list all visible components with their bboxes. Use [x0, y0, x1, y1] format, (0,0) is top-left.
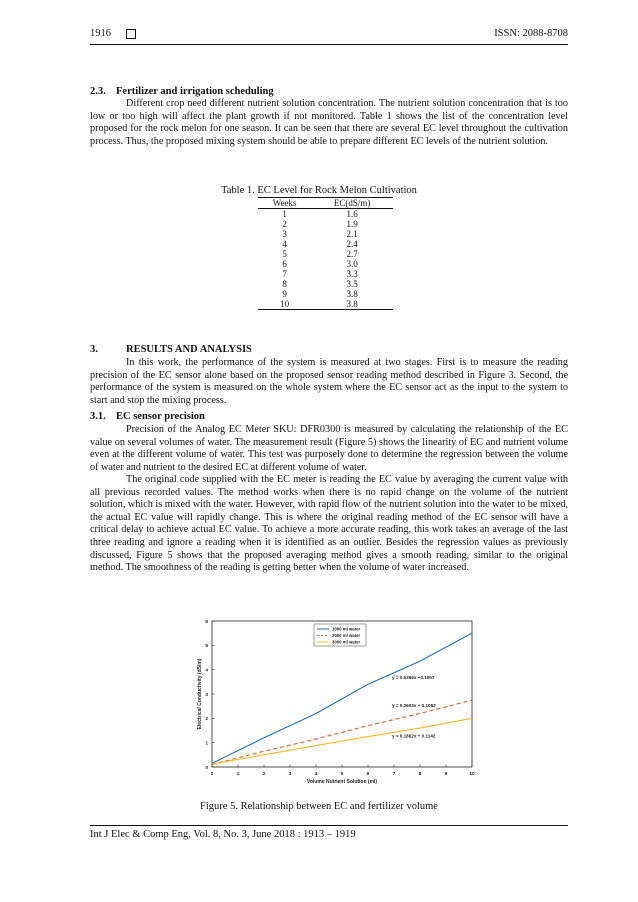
footer-rule — [90, 825, 568, 826]
table-row: 3 2.1 — [282, 229, 358, 239]
series-line-2 — [212, 700, 472, 764]
legend-label: 1000 ml water — [332, 626, 361, 632]
x-tick-label: 4 — [314, 772, 318, 777]
section-3-number: 3. — [90, 344, 98, 355]
regression-equation: y = 0.2603x + 0.1052 — [392, 702, 436, 708]
regression-equation: y = 0.1862x + 0.1142 — [392, 733, 436, 739]
x-tick-label: 8 — [418, 772, 422, 777]
x-tick-label: 6 — [366, 772, 370, 777]
x-tick-label: 10 — [469, 772, 475, 777]
footer-citation: Int J Elec & Comp Eng, Vol. 8, No. 3, June 2018 : 1913 – 1919 — [90, 829, 356, 840]
section-3-title: RESULTS AND ANALYSIS — [126, 344, 252, 355]
section-3-1-paragraph-2: The original code supplied with the EC meter is reading the EC value by averaging the current value with all previous recorded values. The method works when there is no rapid change on the volume of the nutrient solution, which is mixed with the water. However, with rapid flow of the nutrient solution into the water to be mixed, the actual EC value will rapidly change. This is where the original reading method of the EC sensor will have a critical delay to achieve actual EC value. To achieve a more accurate reading, this work takes an average of the last three reading and ignore a reading when it is identified as an outlier. Besides the regression values as previously discussed, Figure 5 shows that the proposed averaging method gives a smooth reading, similar to the original method. The smoothness of the reading is getting better when the volume of water increased. — [90, 474, 568, 574]
x-tick-label: 0 — [210, 772, 214, 777]
x-tick-label: 5 — [340, 772, 344, 777]
y-axis-label: Electrical Conductivity (dS/m) — [197, 658, 203, 730]
section-3-paragraph: In this work, the performance of the system is measured at two stages. First is to measure the reading precision of the EC sensor alone based on the proposed sensor reading method described in Figure 3. Second, the performance of the system is measured on the whole system where the EC sensor act as the input to the system to start and stop the mixing process. — [90, 357, 568, 406]
series-line-1 — [212, 633, 472, 763]
section-3-1-number: 3.1. — [90, 411, 106, 422]
table-row: 6 3.0 — [282, 259, 358, 269]
table-caption: Table 1. EC Level for Rock Melon Cultivation — [221, 185, 417, 196]
table-header-ec: EC(dS/m) — [311, 198, 393, 209]
x-tick-label: 1 — [236, 772, 240, 777]
regression-equation: y = 0.5369x +0.1057 — [392, 674, 435, 680]
table-header-weeks: Weeks — [258, 198, 311, 209]
section-3-1-paragraph-1: Precision of the Analog EC Meter SKU: DFR0300 is measured by calculating the relationship of the EC value on several volumes of water. The measurement result (Figure 5) shows the linearity of EC and nutrient volume even at the different volume of water. This test was purposely done to determine the regression between the volume of water and nutrient to the desired EC at different volume of water. — [90, 424, 568, 473]
series-line-3 — [212, 718, 472, 764]
table-row: 4 2.4 — [282, 239, 358, 249]
y-tick-label: 0 — [205, 765, 208, 771]
issn: ISSN: 2088-8708 — [494, 28, 568, 39]
x-tick-label: 7 — [392, 772, 396, 777]
section-2-3-title: Fertilizer and irrigation scheduling — [116, 86, 274, 97]
section-2-3-paragraph: Different crop need different nutrient solution concentration. The nutrient solution concentration that is too low or too high will affect the plant growth if not monitored. Table 1 shows the list of the concentration level proposed for the rock melon for one season. It can be seen that there are several EC level throughout the cultivation process. Thus, the proposed mixing system should be able to prepare different EC levels of the nutrient solution. — [90, 98, 568, 147]
legend-label: 3000 ml water — [332, 639, 361, 645]
y-tick-label: 6 — [205, 619, 208, 625]
x-tick-label: 2 — [262, 772, 266, 777]
section-3-1-title: EC sensor precision — [116, 411, 205, 422]
y-tick-label: 3 — [205, 692, 208, 698]
page-number: 1916 — [90, 28, 111, 39]
x-axis-label: Volume Nutrient Solution (ml) — [306, 779, 378, 785]
y-tick-label: 1 — [205, 741, 208, 747]
y-tick-label: 5 — [205, 644, 208, 650]
x-tick-label: 3 — [288, 772, 292, 777]
figure-caption: Figure 5. Relationship between EC and fertilizer volume — [200, 801, 438, 812]
y-tick-label: 4 — [205, 668, 208, 674]
table-row: 2 1.9 — [282, 219, 358, 229]
table-row: 10 3.8 — [258, 299, 393, 310]
table-row: 9 3.8 — [282, 289, 358, 299]
legend-label: 2000 ml water — [332, 633, 361, 639]
table-row: 7 3.3 — [282, 269, 358, 279]
table-row: 1 1.6 — [282, 209, 358, 219]
y-tick-label: 2 — [205, 717, 208, 723]
section-2-3-number: 2.3. — [90, 86, 106, 97]
x-tick-label: 9 — [444, 772, 448, 777]
table-row: 8 3.5 — [282, 279, 358, 289]
table-row: 5 2.7 — [282, 249, 358, 259]
